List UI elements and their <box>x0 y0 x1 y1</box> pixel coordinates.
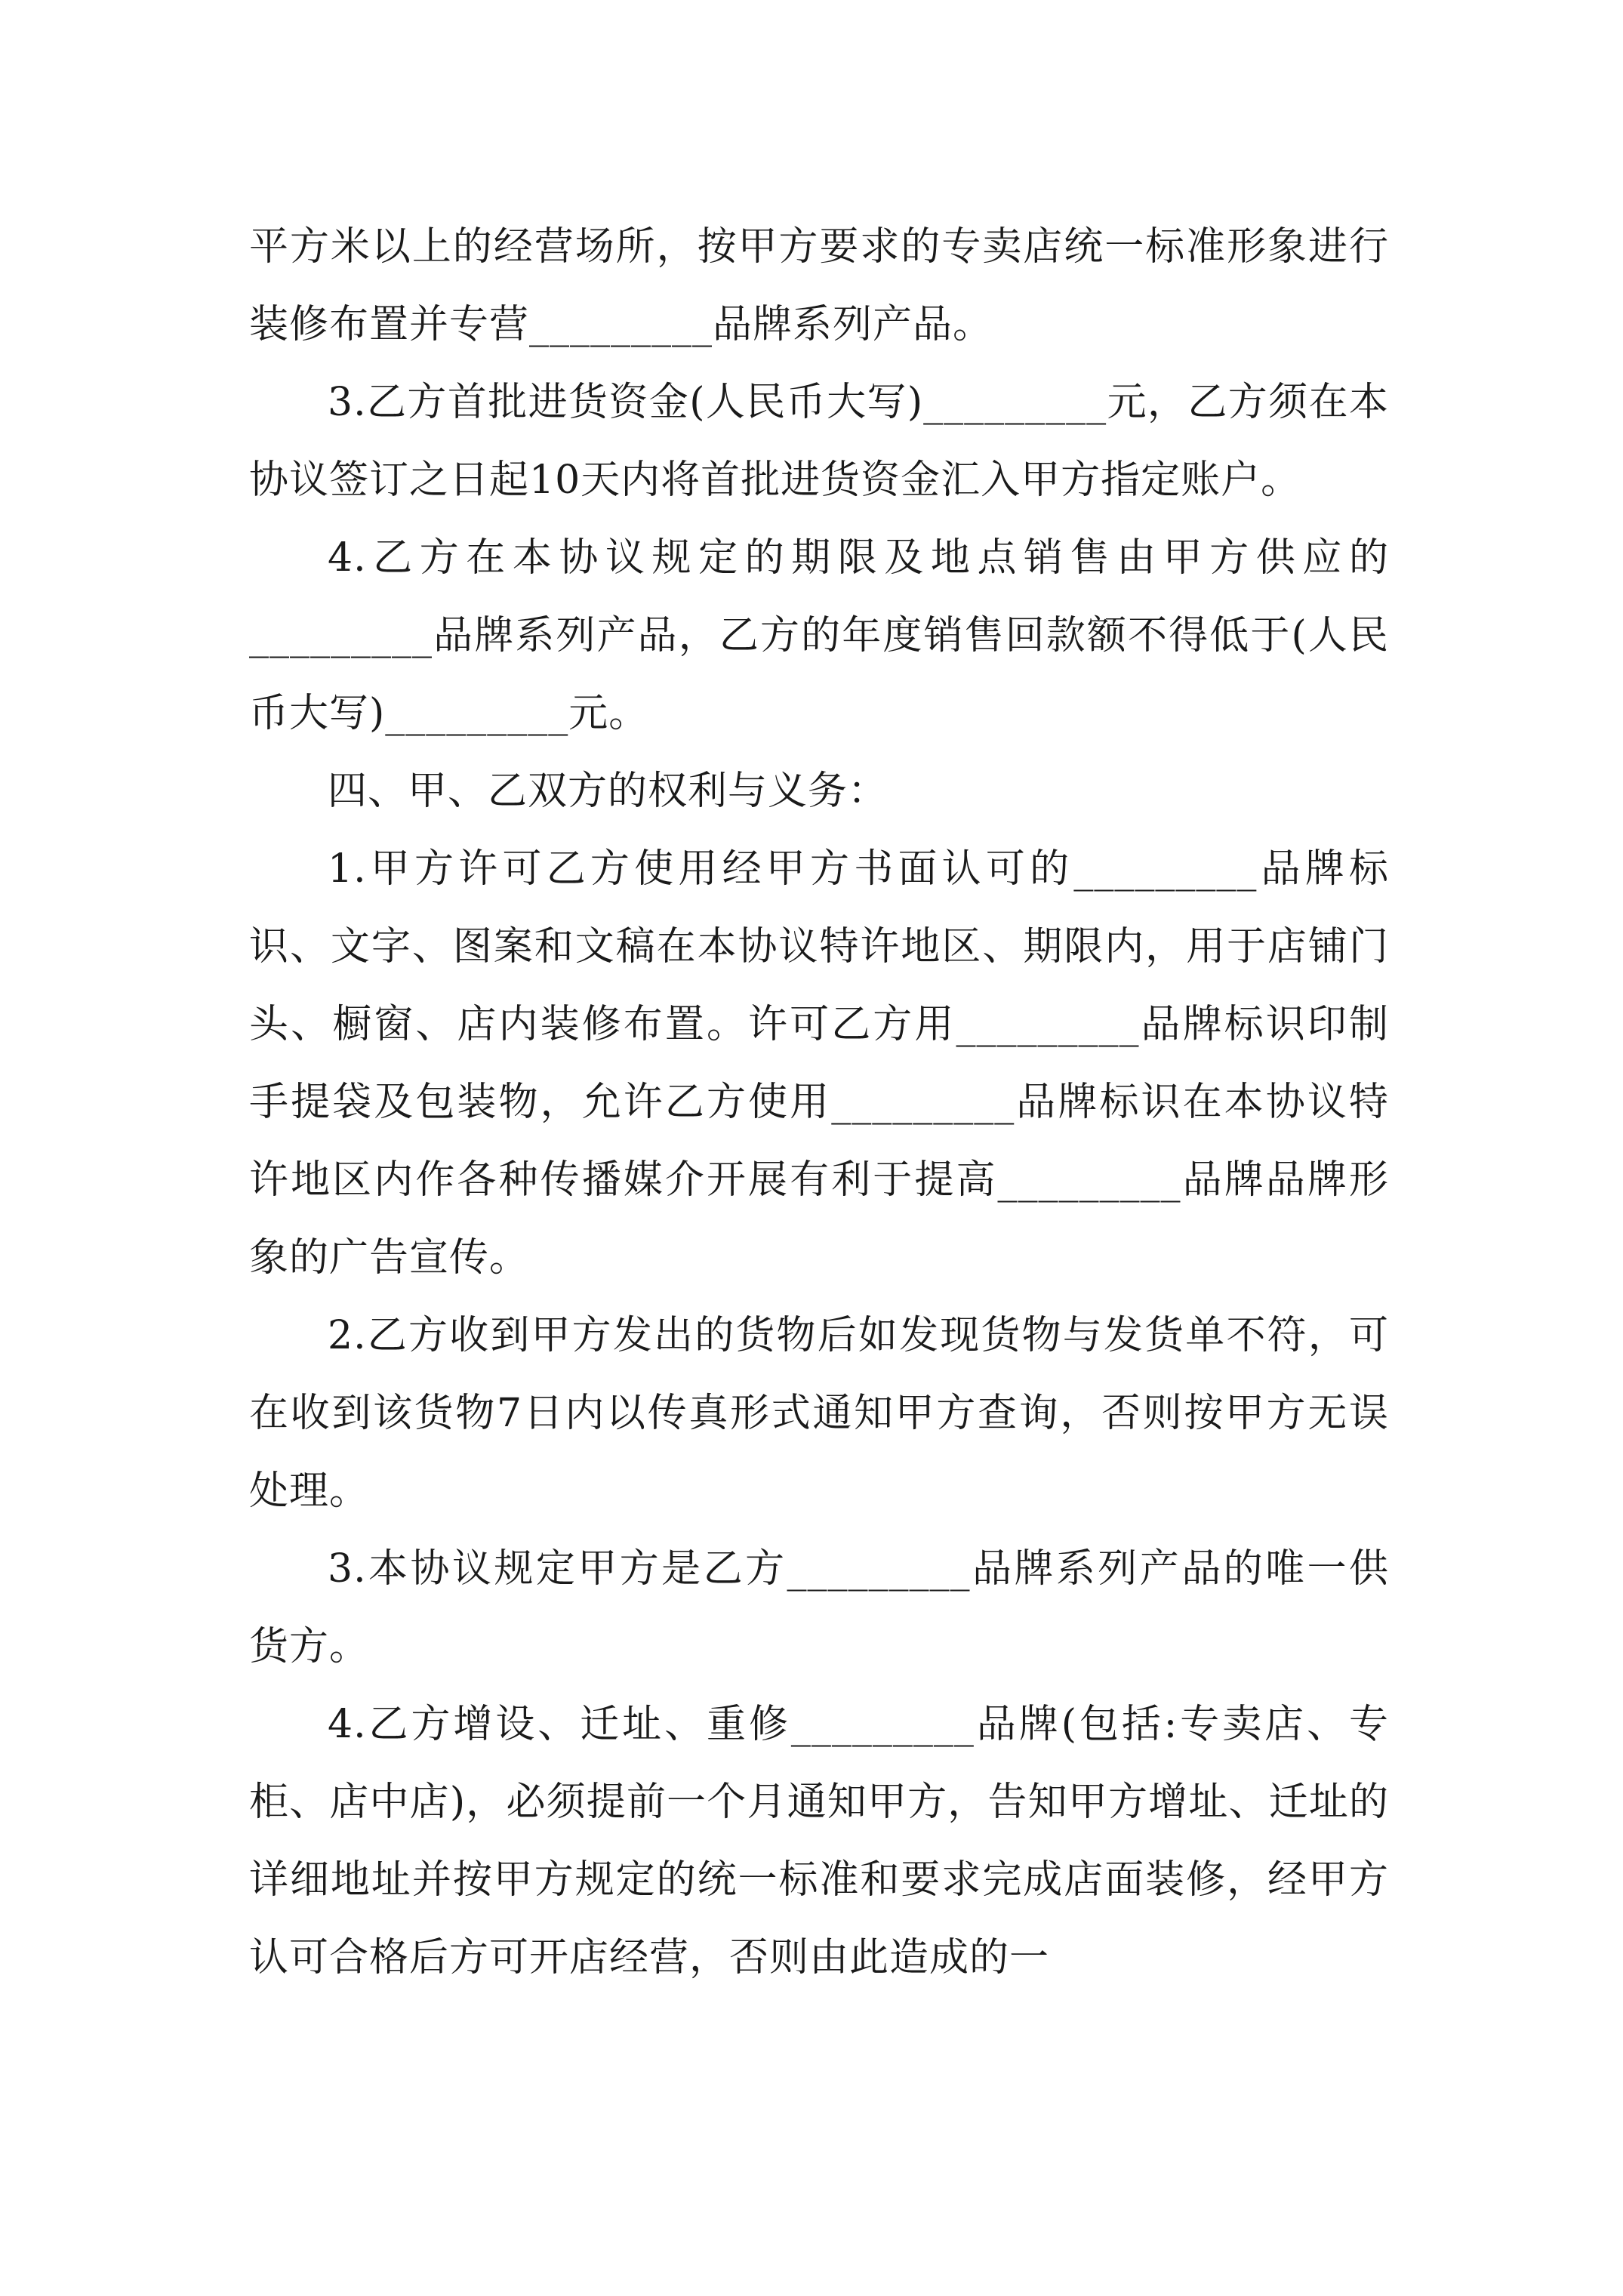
paragraph-clause-4-sales: 4.乙方在本协议规定的期限及地点销售由甲方供应的_________品牌系列产品，乙方的年度销售回款额不得低于(人民币大写)_________元。 <box>249 535 1389 736</box>
paragraph-clause-2-goods-inspection: 2.乙方收到甲方发出的货物后如发现货物与发货单不符，可在收到该货物7日内以传真形式通知甲方查询，否则按甲方无误处理。 <box>249 1313 1389 1514</box>
section-heading-rights-obligations: 四、甲、乙双方的权利与义务： <box>328 769 888 814</box>
paragraph-clause-3-initial-funds: 3.乙方首批进货资金(人民币大写)_________元，乙方须在本协议签订之日起10天内将首批进货资金汇入甲方指定账户。 <box>249 380 1389 503</box>
paragraph-clause-4-store-changes: 4.乙方增设、迁址、重修_________品牌(包括:专卖店、专柜、店中店)，必须提前一个月通知甲方，告知甲方增址、迁址的详细地址并按甲方规定的统一标准和要求完成店面装修，经甲方认可合格后方可开店经营，否则由此造成的一 <box>249 1702 1389 1980</box>
paragraph-clause-1-brand-license: 1.甲方许可乙方使用经甲方书面认可的_________品牌标识、文字、图案和文稿在本协议特许地区、期限内，用于店铺门头、橱窗、店内装修布置。许可乙方用_________品牌标识印制手提袋及包装物，允许乙方使用_________品牌标识在本协议特许地区内作各种传播媒介开展有利于提高_________品牌品牌形象的广告宣传。 <box>249 846 1389 1281</box>
contract-body <box>249 208 1389 1997</box>
paragraph-continuation: 平方米以上的经营场所，按甲方要求的专卖店统一标准形象进行装修布置并专营_________品牌系列产品。 <box>249 224 1389 347</box>
paragraph-clause-3-sole-supplier: 3.本协议规定甲方是乙方_________品牌系列产品的唯一供货方。 <box>249 1546 1389 1669</box>
